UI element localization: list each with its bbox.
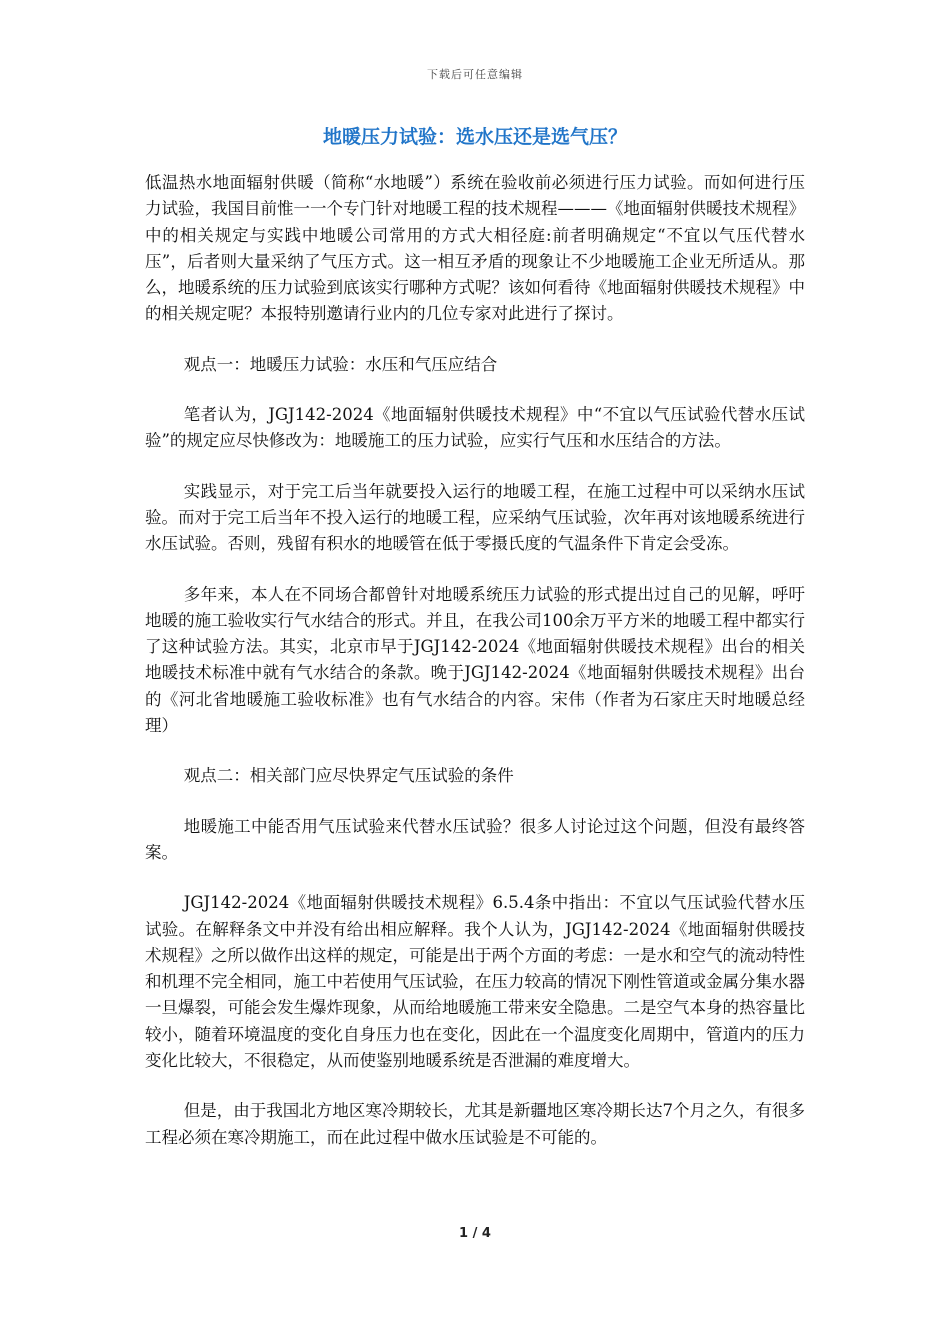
body-paragraph: 但是，由于我国北方地区寒冷期较长，尤其是新疆地区寒冷期长达7个月之久，有很多工程必须在寒冷期施工，而在此过程中做水压试验是不可能的。 xyxy=(145,1101,805,1147)
body-paragraph: 笔者认为，JGJ142-2024《地面辐射供暖技术规程》中“不宜以气压试验代替水压试验”的规定应尽快修改为：地暖施工的压力试验，应实行气压和水压结合的方法。 xyxy=(145,405,805,451)
body-paragraph: 地暖施工中能否用气压试验来代替水压试验？很多人讨论过这个问题，但没有最终答案。 xyxy=(145,816,805,862)
body-paragraph: JGJ142-2024《地面辐射供暖技术规程》6.5.4条中指出：不宜以气压试验代替水压试验。在解释条文中并没有给出相应解释。我个人认为，JGJ142-2024《地面辐射供暖技术规程》之所以做作出这样的规定，可能是出于两个方面的考虑：一是水和空气的流动特性和机理不完全相同，施工中若使用气压试验，在压力较高的情况下刚性管道或金属分集水器一旦爆裂，可能会发生爆炸现象，从而给地暖施工带来安全隐患。二是空气本身的热容量比较小，随着环境温度的变化自身压力也在变化，因此在一个温度变化周期中，管道内的压力变化比较大，不很稳定，从而使鉴别地暖系统是否泄漏的难度增大。 xyxy=(145,893,805,1071)
document-body xyxy=(145,170,805,1175)
document-title: 地暖压力试验：选水压还是选气压？ xyxy=(322,126,627,148)
section-heading-viewpoint-one: 观点一：地暖压力试验：水压和气压应结合 xyxy=(183,354,498,374)
intro-paragraph: 低温热水地面辐射供暖（简称“水地暖”）系统在验收前必须进行压力试验。而如何进行压力试验，我国目前惟一一个专门针对地暖工程的技术规程———《地面辐射供暖技术规程》中的相关规定与实践中地暖公司常用的方式大相径庭:前者明确规定“不宜以气压代替水压”，后者则大量采纳了气压方式。这一相互矛盾的现象让不少地暖施工企业无所适从。那么，地暖系统的压力试验到底该实行哪种方式呢？该如何看待《地面辐射供暖技术规程》中的相关规定呢？本报特别邀请行业内的几位专家对此进行了探讨。 xyxy=(145,173,805,324)
section-heading-viewpoint-two: 观点二：相关部门应尽快界定气压试验的条件 xyxy=(183,766,514,786)
body-paragraph: 实践显示，对于完工后当年就要投入运行的地暖工程，在施工过程中可以采纳水压试验。而对于完工后当年不投入运行的地暖工程，应采纳气压试验，次年再对该地暖系统进行水压试验。否则，残留有积水的地暖管在低于零摄氏度的气温条件下肯定会受冻。 xyxy=(145,481,805,554)
page-number: 1 / 4 xyxy=(459,1226,491,1241)
body-paragraph: 多年来，本人在不同场合都曾针对地暖系统压力试验的形式提出过自己的见解，呼吁地暖的施工验收实行气水结合的形式。并且，在我公司100余万平方米的地暖工程中都实行了这种试验方法。其实，北京市早于JGJ142-2024《地面辐射供暖技术规程》出台的相关地暖技术标准中就有气水结合的条款。晚于JGJ142-2024《地面辐射供暖技术规程》出台的《河北省地暖施工验收标准》也有气水结合的内容。宋伟（作者为石家庄天时地暖总经理） xyxy=(145,584,805,736)
header-note: 下载后可任意编辑 xyxy=(427,68,523,81)
